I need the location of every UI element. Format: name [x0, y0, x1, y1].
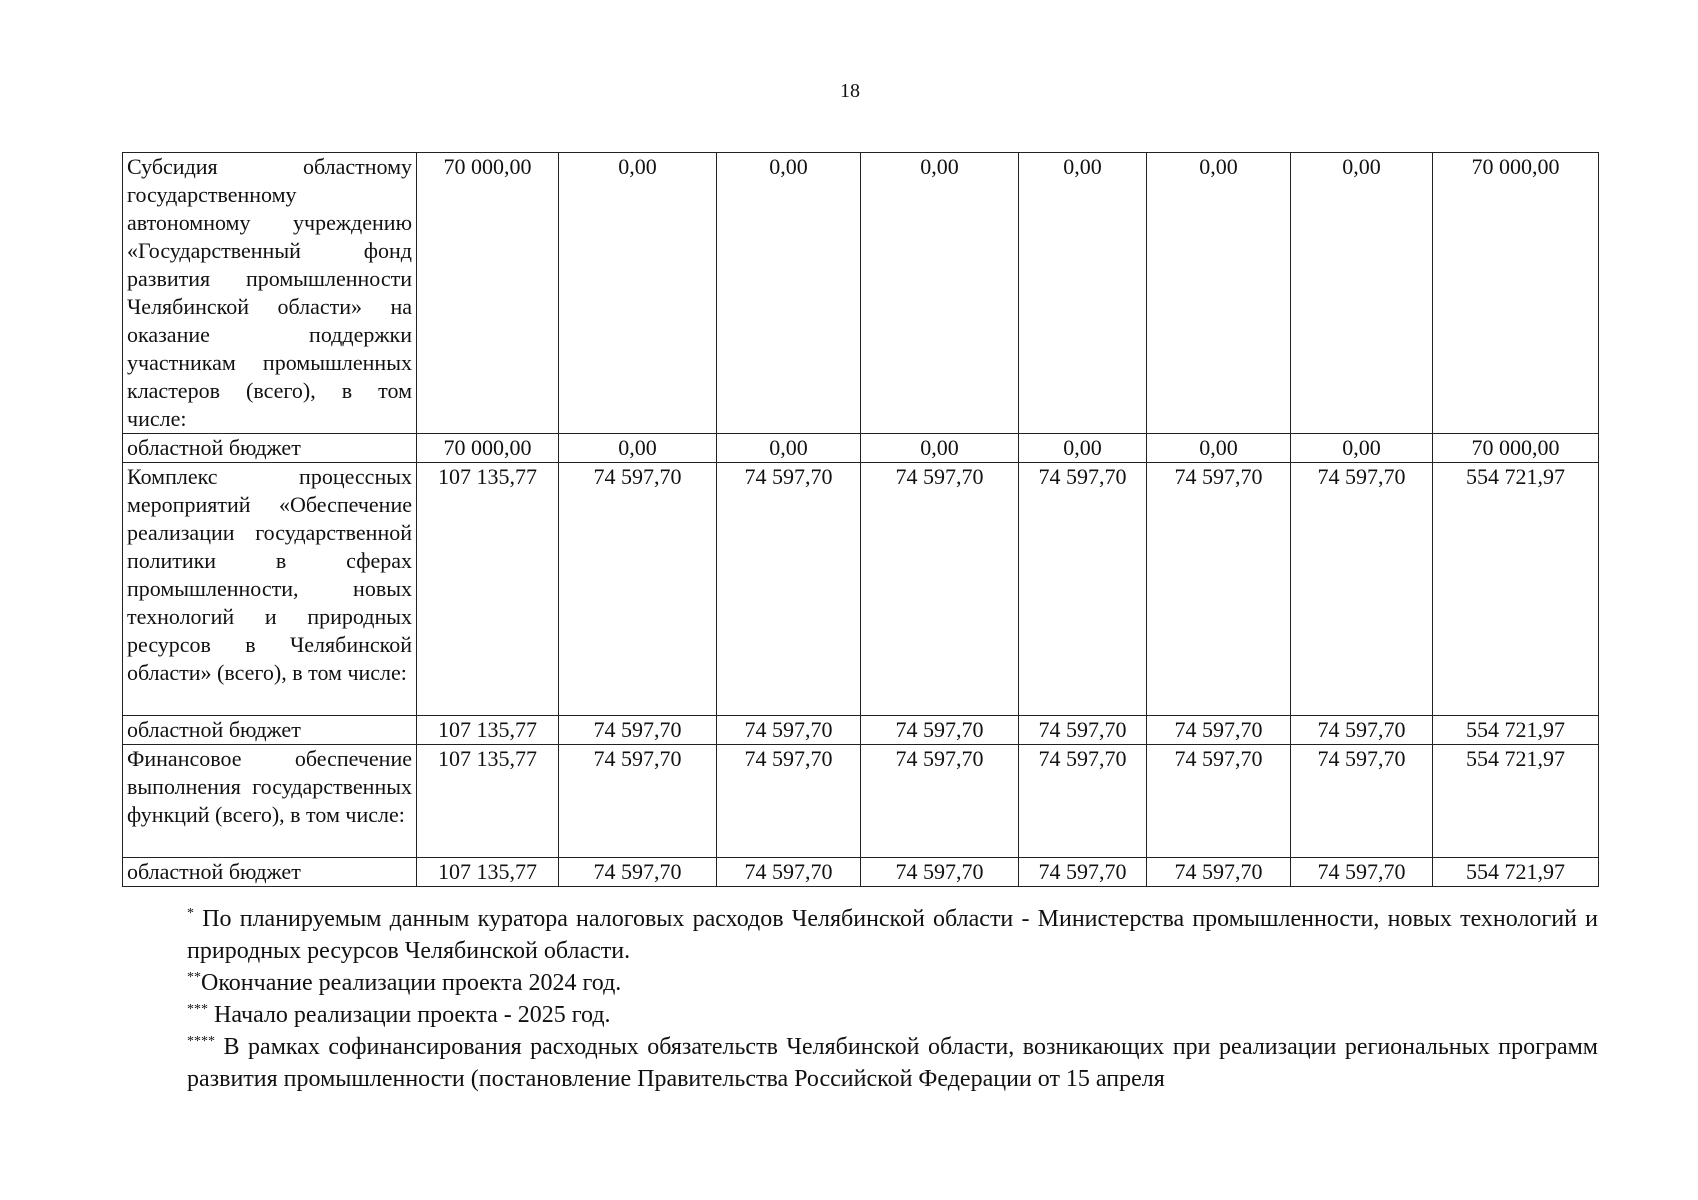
table-row: [123, 858, 1599, 887]
footnote-marker: ***: [187, 1002, 208, 1017]
value-cell: 74 597,70: [1291, 745, 1433, 858]
value-cell: 0,00: [861, 434, 1019, 463]
table-row: [123, 153, 1599, 434]
value-cell: 74 597,70: [717, 716, 861, 745]
value-cell: 74 597,70: [717, 745, 861, 858]
row-label: областной бюджет: [123, 716, 417, 745]
total-cell: 554 721,97: [1433, 716, 1599, 745]
value-cell: 0,00: [861, 153, 1019, 434]
footnote: [122, 1031, 1598, 1095]
value-cell: 70 000,00: [417, 153, 559, 434]
value-cell: 74 597,70: [861, 745, 1019, 858]
row-label: областной бюджет: [123, 434, 417, 463]
value-cell: 74 597,70: [559, 745, 717, 858]
row-label: Финансовое обеспечение выполнения государственных функций (всего), в том числе:: [123, 745, 417, 858]
value-cell: 107 135,77: [417, 463, 559, 716]
value-cell: 107 135,77: [417, 716, 559, 745]
value-cell: 0,00: [1019, 153, 1147, 434]
value-cell: 0,00: [1019, 434, 1147, 463]
footnote-text: По планируемым данным куратора налоговых расходов Челябинской области - Министерства промышленности, новых технологий и природных ресурсов Челябинской области.: [187, 906, 1598, 964]
value-cell: 74 597,70: [1147, 716, 1291, 745]
value-cell: 74 597,70: [1019, 463, 1147, 716]
value-cell: 74 597,70: [1147, 745, 1291, 858]
total-cell: 70 000,00: [1433, 153, 1599, 434]
value-cell: 0,00: [1147, 434, 1291, 463]
value-cell: 74 597,70: [1291, 463, 1433, 716]
value-cell: 74 597,70: [559, 463, 717, 716]
table-row: [123, 716, 1599, 745]
footnote: [122, 967, 1598, 999]
total-cell: 554 721,97: [1433, 463, 1599, 716]
total-cell: 554 721,97: [1433, 745, 1599, 858]
value-cell: 74 597,70: [861, 716, 1019, 745]
footnote-marker: ****: [187, 1034, 215, 1049]
page-number: 18: [840, 80, 860, 102]
value-cell: 74 597,70: [1147, 463, 1291, 716]
table-row: [123, 745, 1599, 858]
value-cell: 0,00: [559, 153, 717, 434]
row-label: областной бюджет: [123, 858, 417, 887]
table-row: [123, 434, 1599, 463]
value-cell: 74 597,70: [1147, 858, 1291, 887]
footnote-text: Начало реализации проекта - 2025 год.: [214, 1002, 611, 1028]
value-cell: 74 597,70: [861, 858, 1019, 887]
value-cell: 74 597,70: [1019, 745, 1147, 858]
value-cell: 0,00: [1291, 153, 1433, 434]
row-label: Субсидия областному государственному автономному учреждению «Государственный фонд развития промышленности Челябинской области» на оказание поддержки участникам промышленных кластеров (всего), в том числе:: [123, 153, 417, 434]
row-label: Комплекс процессных мероприятий «Обеспечение реализации государственной политики в сферах промышленности, новых технологий и природных ресурсов в Челябинской области» (всего), в том числе:: [123, 463, 417, 716]
value-cell: 74 597,70: [717, 858, 861, 887]
footnote: [122, 903, 1598, 967]
value-cell: 74 597,70: [1019, 716, 1147, 745]
footnote-text: В рамках софинансирования расходных обязательств Челябинской области, возникающих при реализации региональных программ развития промышленности (постановление Правительства Российской Федерации от 15 апреля: [187, 1034, 1598, 1092]
value-cell: 107 135,77: [417, 745, 559, 858]
value-cell: 0,00: [717, 153, 861, 434]
value-cell: 74 597,70: [1019, 858, 1147, 887]
value-cell: 74 597,70: [559, 858, 717, 887]
table-row: [123, 463, 1599, 716]
value-cell: 74 597,70: [1291, 716, 1433, 745]
value-cell: 0,00: [717, 434, 861, 463]
value-cell: 74 597,70: [1291, 858, 1433, 887]
total-cell: 554 721,97: [1433, 858, 1599, 887]
footnote-text: Окончание реализации проекта 2024 год.: [201, 970, 622, 996]
footnote-marker: **: [187, 970, 201, 985]
value-cell: 74 597,70: [717, 463, 861, 716]
value-cell: 70 000,00: [417, 434, 559, 463]
value-cell: 0,00: [1291, 434, 1433, 463]
footnote: [122, 999, 1598, 1031]
budget-table: [122, 152, 1599, 887]
value-cell: 74 597,70: [861, 463, 1019, 716]
value-cell: 107 135,77: [417, 858, 559, 887]
total-cell: 70 000,00: [1433, 434, 1599, 463]
footnote-marker: *: [187, 906, 194, 921]
value-cell: 74 597,70: [559, 716, 717, 745]
value-cell: 0,00: [1147, 153, 1291, 434]
footnotes: [122, 903, 1598, 1095]
value-cell: 0,00: [559, 434, 717, 463]
